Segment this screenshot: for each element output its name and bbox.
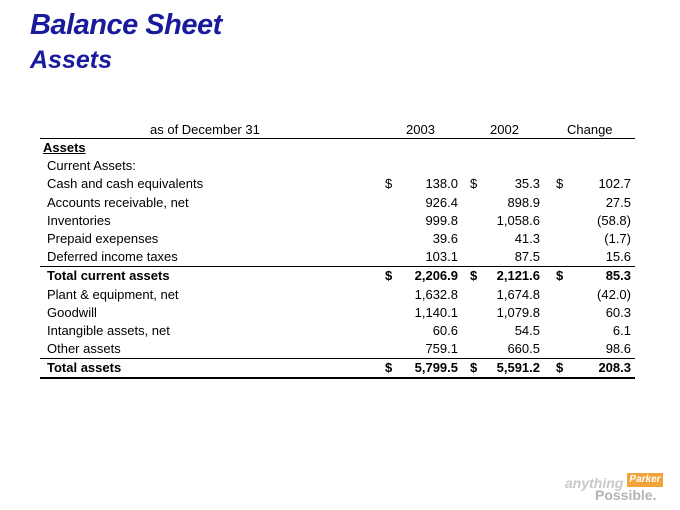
value-change: (1.7) bbox=[604, 230, 631, 246]
currency-symbol: $ bbox=[470, 360, 478, 376]
table-row-total bbox=[40, 358, 635, 379]
value-change: 102.7 bbox=[598, 176, 631, 192]
page-subtitle: Assets bbox=[30, 46, 112, 74]
value-2002: 660.5 bbox=[507, 341, 540, 357]
row-label: Plant & equipment, net bbox=[47, 286, 179, 302]
table-row-section bbox=[40, 139, 635, 157]
value-2002: 5,591.2 bbox=[496, 360, 540, 376]
value-change: 98.6 bbox=[605, 341, 631, 357]
value-2003: 5,799.5 bbox=[414, 360, 458, 376]
row-label: Current Assets: bbox=[47, 158, 136, 174]
value-2002: 2,121.6 bbox=[496, 268, 540, 284]
value-2002: 1,674.8 bbox=[496, 286, 540, 302]
logo-brand-badge: Parker bbox=[627, 473, 663, 487]
value-2003: 2,206.9 bbox=[414, 268, 458, 284]
currency-symbol: $ bbox=[556, 360, 564, 376]
value-change: 208.3 bbox=[598, 360, 631, 376]
value-2003: 60.6 bbox=[432, 322, 458, 338]
value-2003: 759.1 bbox=[425, 341, 458, 357]
table-header bbox=[40, 119, 635, 139]
row-label: Prepaid exepenses bbox=[47, 230, 159, 246]
logo-tagline-2: Possible. bbox=[595, 487, 657, 503]
value-change: 85.3 bbox=[605, 268, 631, 284]
row-label: Other assets bbox=[47, 341, 121, 357]
row-label: Cash and cash equivalents bbox=[47, 176, 204, 192]
value-2003: 1,140.1 bbox=[414, 304, 458, 320]
balance-sheet-table bbox=[40, 119, 635, 379]
value-change: 6.1 bbox=[612, 322, 631, 338]
value-2002: 898.9 bbox=[507, 194, 540, 210]
table-row bbox=[40, 322, 635, 340]
table-row bbox=[40, 194, 635, 212]
value-change: (42.0) bbox=[597, 286, 631, 302]
row-label: Total current assets bbox=[47, 268, 170, 284]
currency-symbol: $ bbox=[470, 176, 478, 192]
table-row bbox=[40, 175, 635, 193]
logo-tagline-1: anything bbox=[565, 475, 624, 491]
value-change: 15.6 bbox=[605, 249, 631, 265]
currency-symbol: $ bbox=[385, 176, 393, 192]
currency-symbol: $ bbox=[385, 360, 393, 376]
row-label: Intangible assets, net bbox=[47, 322, 170, 338]
table-row-subheading bbox=[40, 157, 635, 175]
row-label: Accounts receivable, net bbox=[47, 194, 189, 210]
header-date-label: as of December 31 bbox=[150, 122, 260, 137]
value-change: (58.8) bbox=[597, 212, 631, 228]
value-2003: 999.8 bbox=[425, 212, 458, 228]
table-row bbox=[40, 248, 635, 266]
value-2002: 54.5 bbox=[514, 322, 540, 338]
table-row bbox=[40, 212, 635, 230]
currency-symbol: $ bbox=[470, 268, 478, 284]
value-2002: 1,058.6 bbox=[496, 212, 540, 228]
table-row-subtotal bbox=[40, 266, 635, 285]
currency-symbol: $ bbox=[556, 176, 564, 192]
value-2002: 41.3 bbox=[514, 230, 540, 246]
value-change: 27.5 bbox=[605, 194, 631, 210]
header-col-2003: 2003 bbox=[406, 122, 435, 137]
currency-symbol: $ bbox=[385, 268, 393, 284]
header-col-2002: 2002 bbox=[490, 122, 519, 137]
row-label: Total assets bbox=[47, 360, 122, 376]
page-title: Balance Sheet bbox=[30, 9, 222, 41]
value-2002: 1,079.8 bbox=[496, 304, 540, 320]
value-2003: 926.4 bbox=[425, 194, 458, 210]
table-row bbox=[40, 286, 635, 304]
row-label: Inventories bbox=[47, 212, 111, 228]
value-2003: 39.6 bbox=[432, 230, 458, 246]
value-2003: 138.0 bbox=[425, 176, 458, 192]
value-2003: 1,632.8 bbox=[414, 286, 458, 302]
value-2002: 87.5 bbox=[514, 249, 540, 265]
value-2002: 35.3 bbox=[514, 176, 540, 192]
row-label: Deferred income taxes bbox=[47, 249, 178, 265]
value-change: 60.3 bbox=[605, 304, 631, 320]
currency-symbol: $ bbox=[556, 268, 564, 284]
row-label: Assets bbox=[43, 140, 86, 155]
row-label: Goodwill bbox=[47, 304, 97, 320]
company-logo bbox=[565, 471, 675, 505]
table-row bbox=[40, 230, 635, 248]
table-row bbox=[40, 340, 635, 358]
header-col-change: Change bbox=[567, 122, 613, 137]
value-2003: 103.1 bbox=[425, 249, 458, 265]
table-row bbox=[40, 304, 635, 322]
